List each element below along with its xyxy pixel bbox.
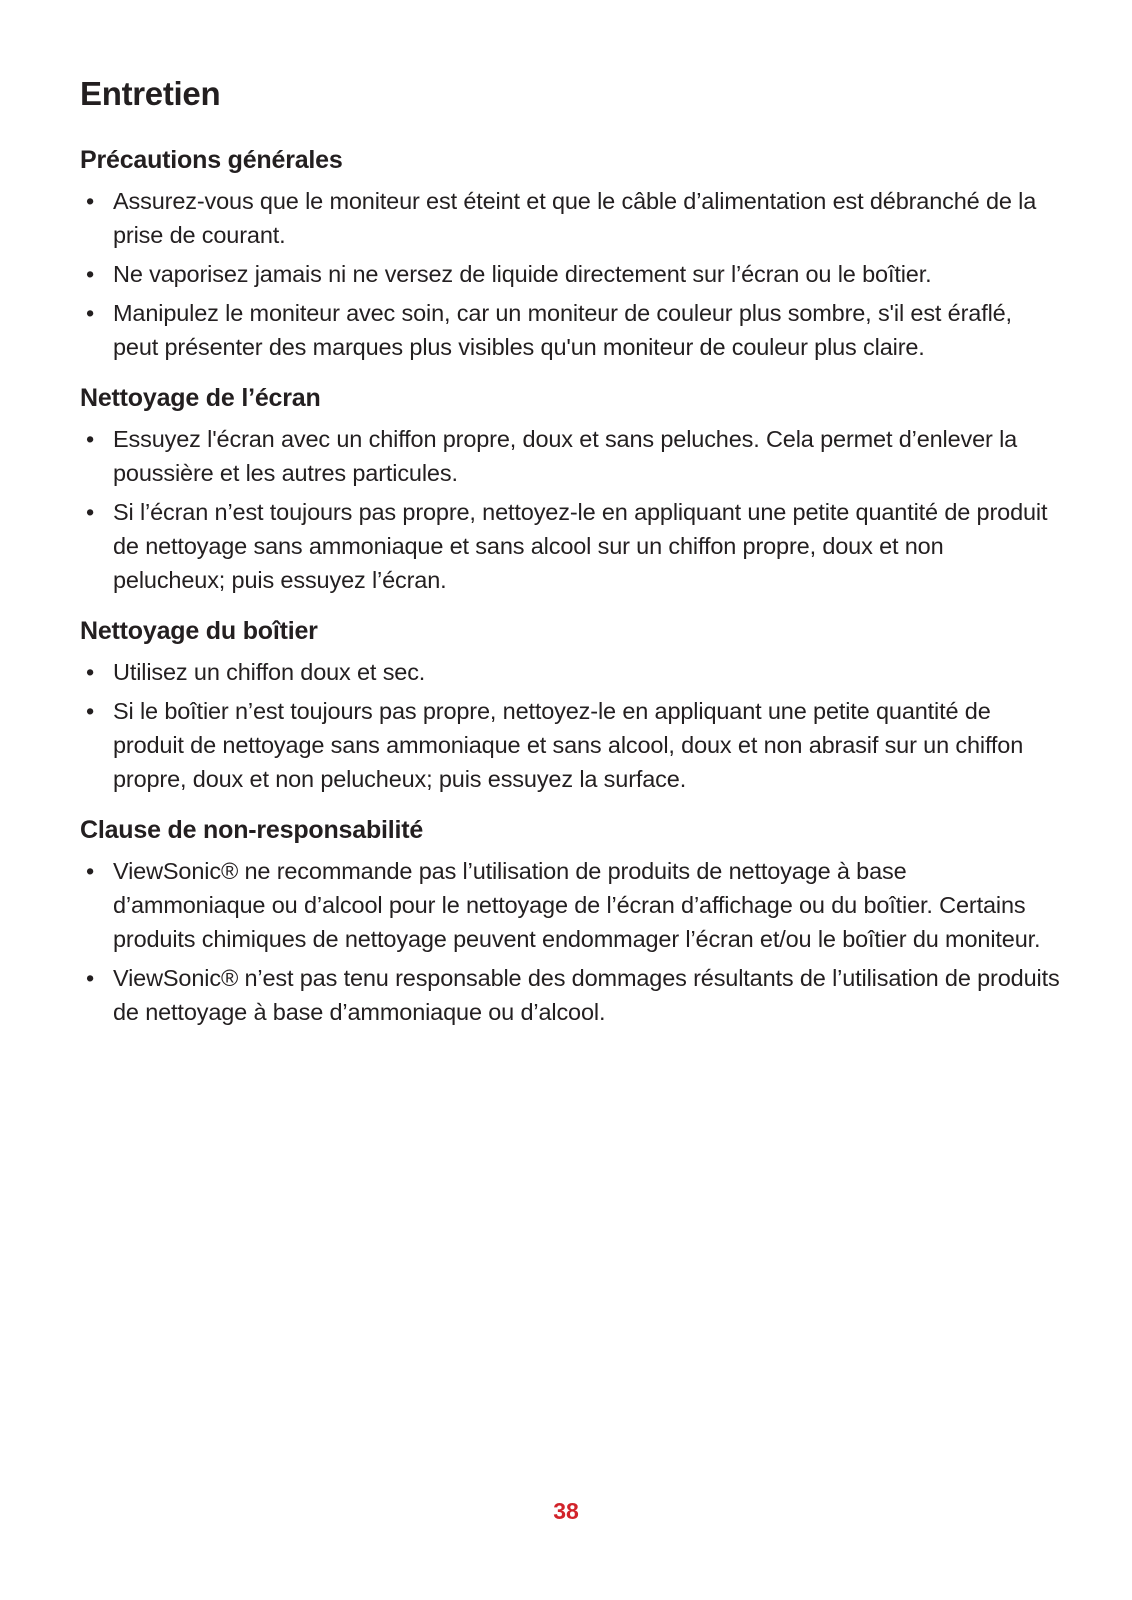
- list-item: [80, 961, 1060, 1029]
- list-item-text: Utilisez un chiffon doux et sec.: [113, 659, 426, 685]
- list-item: [80, 495, 1060, 597]
- bullet-list: [80, 184, 1060, 364]
- bullet-list: [80, 854, 1060, 1029]
- list-item: [80, 854, 1060, 956]
- bullet-icon: •: [86, 858, 95, 884]
- page-number: 38: [553, 1498, 579, 1524]
- bullet-icon: •: [86, 698, 95, 724]
- section-screen-cleaning: [80, 382, 1060, 597]
- page-content: [80, 74, 1060, 1047]
- list-item-text: Si l’écran n’est toujours pas propre, nettoyez-le en appliquant une petite quantité de produit de nettoyage sans ammoniaque et sans alcool sur un chiffon propre, doux et non pelucheux; puis essuyez l’écran.: [113, 499, 1048, 593]
- section-heading: Nettoyage du boîtier: [80, 617, 318, 645]
- section-disclaimer: [80, 814, 1060, 1029]
- list-item-text: ViewSonic® n’est pas tenu responsable des dommages résultants de l’utilisation de produits de nettoyage à base d’ammoniaque ou d’alcool.: [113, 965, 1060, 1025]
- section-general-precautions: [80, 144, 1060, 364]
- bullet-list: [80, 655, 1060, 796]
- bullet-icon: •: [86, 499, 95, 525]
- list-item-text: Manipulez le moniteur avec soin, car un moniteur de couleur plus sombre, s'il est éraflé, peut présenter des marques plus visibles qu'un moniteur de couleur plus claire.: [113, 300, 1012, 360]
- section-heading: Nettoyage de l’écran: [80, 384, 321, 412]
- list-item: [80, 184, 1060, 252]
- list-item: [80, 422, 1060, 490]
- list-item-text: Assurez-vous que le moniteur est éteint et que le câble d’alimentation est débranché de la prise de courant.: [113, 188, 1037, 248]
- bullet-icon: •: [86, 300, 95, 326]
- page-title: Entretien: [80, 75, 221, 112]
- section-heading: Clause de non-responsabilité: [80, 816, 424, 844]
- list-item: [80, 257, 1060, 291]
- list-item-text: Essuyez l'écran avec un chiffon propre, doux et sans peluches. Cela permet d’enlever la poussière et les autres particules.: [113, 426, 1018, 486]
- bullet-icon: •: [86, 659, 95, 685]
- list-item-text: Si le boîtier n’est toujours pas propre, nettoyez-le en appliquant une petite quantité de produit de nettoyage sans ammoniaque et sans alcool, doux et non abrasif sur un chiffon propre, doux et non pelucheux; puis essuyez la surface.: [113, 698, 1024, 792]
- section-heading: Précautions générales: [80, 146, 343, 174]
- bullet-icon: •: [86, 188, 95, 214]
- list-item: [80, 655, 1060, 689]
- list-item: [80, 694, 1060, 796]
- list-item-text: ViewSonic® ne recommande pas l’utilisation de produits de nettoyage à base d’ammoniaque ou d’alcool pour le nettoyage de l’écran d’affichage ou du boîtier. Certains produits chimiques de nettoyage peuvent endommager l’écran et/ou le boîtier du moniteur.: [113, 858, 1041, 952]
- list-item: [80, 296, 1060, 364]
- section-case-cleaning: [80, 615, 1060, 796]
- bullet-list: [80, 422, 1060, 597]
- bullet-icon: •: [86, 261, 95, 287]
- list-item-text: Ne vaporisez jamais ni ne versez de liquide directement sur l’écran ou le boîtier.: [113, 261, 932, 287]
- bullet-icon: •: [86, 965, 95, 991]
- bullet-icon: •: [86, 426, 95, 452]
